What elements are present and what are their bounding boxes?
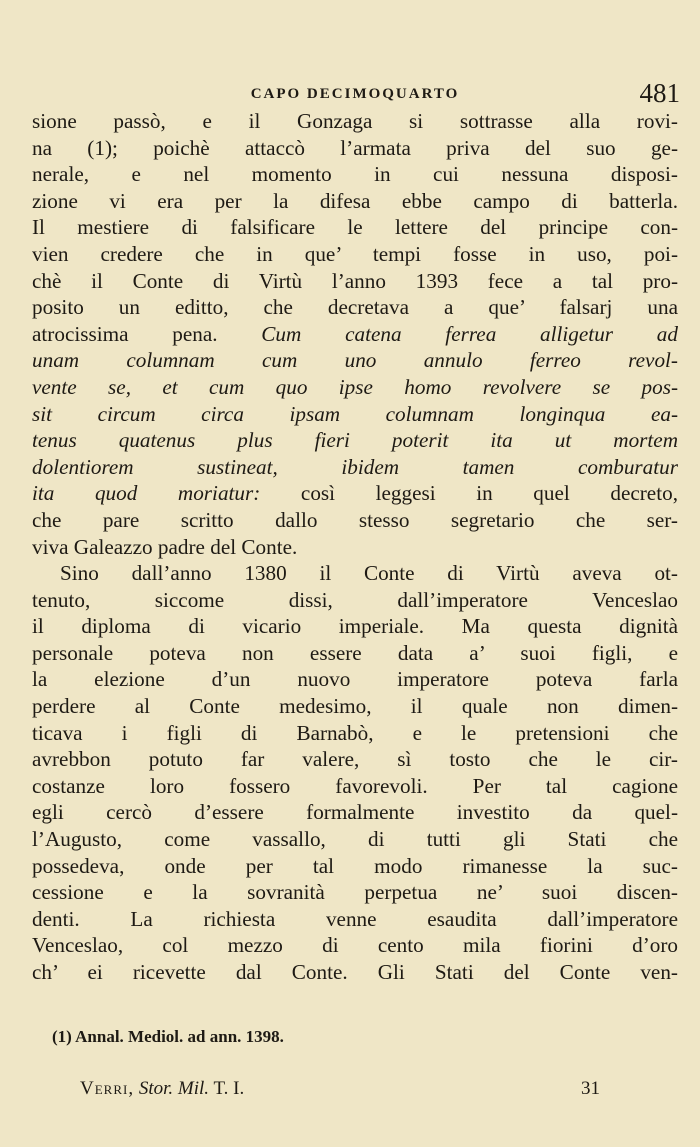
text-line: vien credere che in que’ tempi fosse in uso, poi- [32, 241, 678, 266]
text-line [32, 321, 678, 348]
latin-quote-line: dolentiorem sustineat, ibidem tamen comburatur [32, 454, 678, 479]
latin-quote-line: vente se, et cum quo ipse homo revolvere se pos- [32, 374, 678, 399]
body-text [32, 108, 678, 986]
latin-quote-line: tenus quatenus plus fieri poterit ita ut mortem [32, 428, 678, 453]
book-title: Stor. Mil. [138, 1078, 210, 1099]
text-line: Il mestiere di falsificare le lettere del principe con- [32, 215, 678, 240]
text-line: personale poteva non essere data a’ suoi figli, e [32, 640, 678, 665]
text-line: denti. La richiesta venne esaudita dall’imperatore [32, 906, 678, 931]
latin-quote: Cum catena ferrea alligetur ad [261, 321, 678, 346]
latin-quote-line: sit circum circa ipsam columnam longinqua ea- [32, 401, 678, 426]
text-line: posito un editto, che decretava a que’ falsarj una [32, 295, 678, 320]
text-line: tenuto, siccome dissi, dall’imperatore Venceslao [32, 587, 678, 612]
paragraph-start-line: Sino dall’anno 1380 il Conte di Virtù aveva ot- [60, 561, 678, 586]
text-line: l’Augusto, come vassallo, di tutti gli Stati che [32, 827, 678, 852]
text-line: avrebbon potuto far valere, sì tosto che le cir- [32, 747, 678, 772]
volume: T. I. [213, 1078, 245, 1099]
latin-quote-line: unam columnam cum uno annulo ferreo revol- [32, 348, 678, 373]
text-line: viva Galeazzo padre del Conte. [32, 534, 298, 559]
text-segment: così leggesi in quel decreto, [260, 481, 678, 506]
text-line: che pare scritto dallo stesso segretario che ser- [32, 507, 678, 532]
text-line: chè il Conte di Virtù l’anno 1393 fece a tal pro- [32, 268, 678, 293]
text-line: egli cercò d’essere formalmente investito da quel- [32, 800, 678, 825]
author-name: Verri, [80, 1078, 135, 1099]
text-line: possedeva, onde per tal modo rimanesse la suc- [32, 853, 678, 878]
text-line: la elezione d’un nuovo imperatore poteva farla [32, 667, 678, 692]
text-line [32, 480, 678, 507]
text-segment: atrocissima pena. [32, 321, 262, 346]
book-reference [80, 1078, 244, 1100]
text-line: ticava i figli di Barnabò, e le pretensioni che [32, 720, 678, 745]
text-line: costanze loro fossero favorevoli. Per tal cagione [32, 773, 678, 798]
text-line: nerale, e nel momento in cui nessuna disposi- [32, 162, 678, 187]
text-line: perdere al Conte medesimo, il quale non dimen- [32, 694, 678, 719]
latin-quote: ita quod moriatur: [32, 481, 261, 506]
text-line: zione vi era per la difesa ebbe campo di batterla. [32, 188, 678, 213]
running-title: CAPO DECIMOQUARTO [250, 86, 460, 102]
text-line: na (1); poichè attaccò l’armata priva del suo ge- [32, 135, 678, 160]
text-line: ch’ ei ricevette dal Conte. Gli Stati del Conte ven- [32, 960, 678, 984]
page-number: 481 [639, 78, 680, 108]
signature-mark: 31 [581, 1078, 600, 1099]
text-line: cessione e la sovranità perpetua ne’ suoi discen- [32, 880, 678, 905]
text-line: Venceslao, col mezzo di cento mila fiorini d’oro [32, 933, 678, 958]
text-line: sione passò, e il Gonzaga si sottrasse alla rovi- [32, 109, 678, 133]
footnote: (1) Annal. Mediol. ad ann. 1398. [52, 1027, 284, 1046]
text-line: il diploma di vicario imperiale. Ma questa dignità [32, 614, 678, 639]
